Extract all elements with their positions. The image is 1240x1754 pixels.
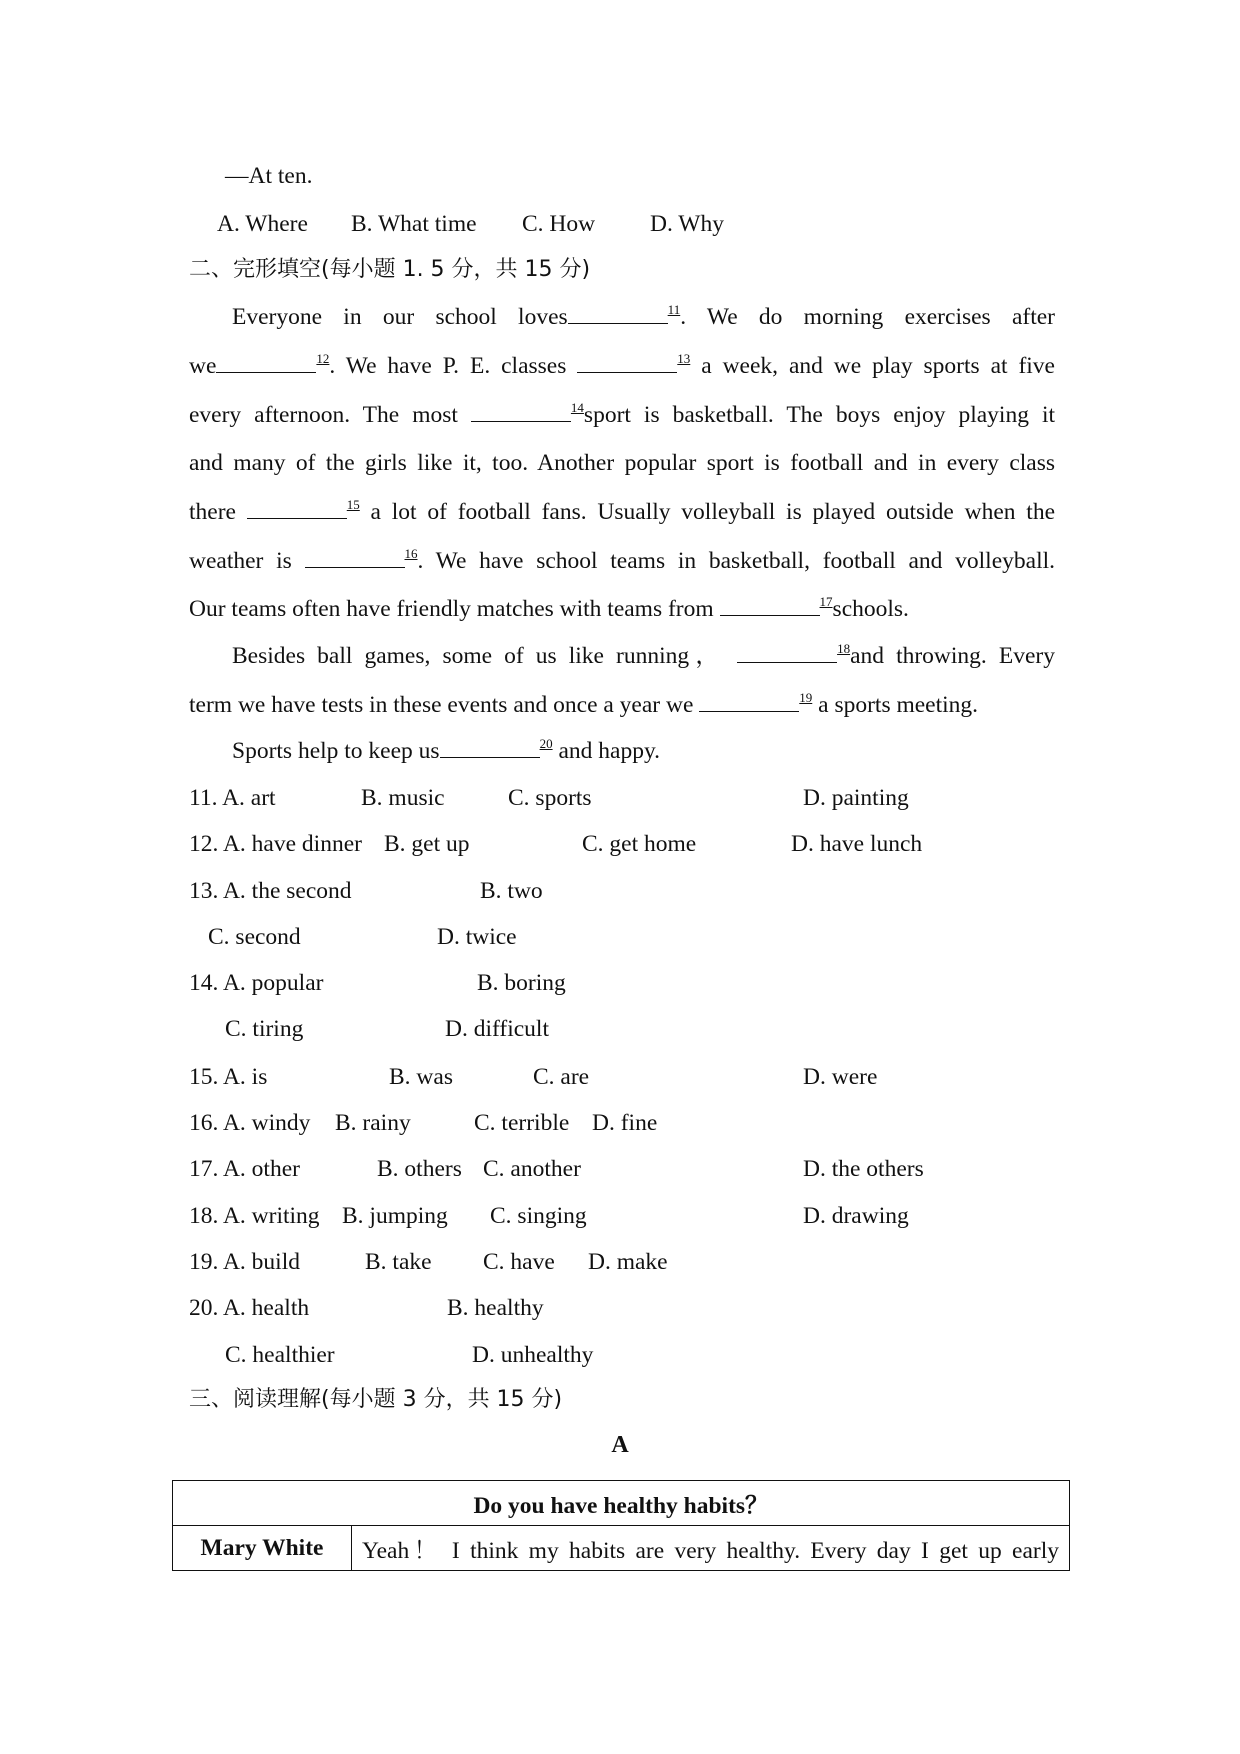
answer-blank[interactable] <box>305 549 405 568</box>
part-label: A <box>611 1432 629 1458</box>
question-20-option-d: D. unhealthy <box>472 1342 594 1368</box>
answer-blank[interactable] <box>699 693 799 712</box>
habits-table <box>172 1480 1070 1571</box>
answer-blank[interactable] <box>737 644 837 663</box>
person-answer: Yeah！ I think my habits are very healthy. Every day I get up early <box>352 1526 1070 1571</box>
table-title: Do you have healthy habits？ <box>173 1481 1070 1526</box>
question-17: 17. A. other <box>189 1156 300 1182</box>
question-17-option-b: B. others <box>377 1156 462 1182</box>
question-13-option-c: C. second <box>208 924 301 950</box>
question-18-option-c: C. singing <box>490 1203 587 1229</box>
question-19-option-c: C. have <box>483 1249 555 1275</box>
passage-line: term we have tests in these events and once a year we $^{19}$ a sports meeting. <box>189 690 979 718</box>
option-c: C. How <box>522 211 596 237</box>
answer-blank[interactable] <box>440 739 540 758</box>
table-title-row <box>173 1481 1070 1526</box>
question-18: 18. A. writing <box>189 1203 320 1229</box>
section-heading-cloze: 二、完形填空(每小题 1. 5 分，共 15 分) <box>189 257 591 282</box>
question-15: 15. A. is <box>189 1064 268 1090</box>
question-13: 13. A. the second <box>189 878 352 904</box>
section-heading-reading: 三、阅读理解(每小题 3 分，共 15 分) <box>189 1387 563 1412</box>
question-20: 20. A. health <box>189 1295 310 1321</box>
passage-line: weather is $^{16}$. We have school teams in basketball, football and volleyball. <box>189 546 1056 574</box>
option-d: D. Why <box>650 211 724 237</box>
question-14-option-b: B. boring <box>477 970 566 996</box>
question-15-option-d: D. were <box>803 1064 878 1090</box>
answer-blank[interactable] <box>568 305 668 324</box>
question-14-option-d: D. difficult <box>445 1016 549 1042</box>
question-16: 16. A. windy <box>189 1110 311 1136</box>
question-11: 11. A. art <box>189 785 276 811</box>
passage-line: we $^{12}$. We have P. E. classes $^{13}$ a week, and we play sports at five <box>189 351 1055 379</box>
passage-line: Besides ball games, some of us like running， $^{18}$and throwing. Every <box>232 641 1055 669</box>
question-13-option-d: D. twice <box>437 924 517 950</box>
person-name: Mary White <box>173 1526 352 1571</box>
question-11-option-c: C. sports <box>508 785 592 811</box>
answer-blank[interactable] <box>216 354 316 373</box>
answer-blank[interactable] <box>577 354 677 373</box>
passage-line: there $^{15}$ a lot of football fans. Usually volleyball is played outside when the <box>189 497 1056 525</box>
passage-line: and many of the girls like it, too. Another popular sport is football and in every class <box>189 450 1055 476</box>
question-16-option-c: C. terrible <box>474 1110 570 1136</box>
question-15-option-b: B. was <box>389 1064 453 1090</box>
passage-line: every afternoon. The most $^{14}$sport is basketball. The boys enjoy playing it <box>189 400 1055 428</box>
passage-line: Sports help to keep us $^{20}$ and happy. <box>232 736 661 764</box>
answer-blank[interactable] <box>720 597 820 616</box>
question-13-option-b: B. two <box>480 878 543 904</box>
question-19-option-b: B. take <box>365 1249 432 1275</box>
question-17-option-c: C. another <box>483 1156 581 1182</box>
question-12-option-c: C. get home <box>582 831 697 857</box>
question-14: 14. A. popular <box>189 970 324 996</box>
question-12: 12. A. have dinner <box>189 831 362 857</box>
question-11-option-b: B. music <box>361 785 445 811</box>
question-12-option-b: B. get up <box>384 831 470 857</box>
question-17-option-d: D. the others <box>803 1156 924 1182</box>
question-20-option-c: C. healthier <box>225 1342 335 1368</box>
option-a: A. Where <box>217 211 308 237</box>
passage-line: Everyone in our school loves $^{11}$. We do morning exercises after <box>232 302 1055 330</box>
answer-line: —At ten. <box>225 163 313 189</box>
table-row <box>173 1526 1070 1571</box>
question-20-option-b: B. healthy <box>447 1295 544 1321</box>
question-16-option-b: B. rainy <box>335 1110 411 1136</box>
question-18-option-b: B. jumping <box>342 1203 448 1229</box>
question-14-option-c: C. tiring <box>225 1016 304 1042</box>
question-19: 19. A. build <box>189 1249 300 1275</box>
passage-line: Our teams often have friendly matches with teams from $^{17}$schools. <box>189 594 909 622</box>
question-19-option-d: D. make <box>588 1249 668 1275</box>
question-18-option-d: D. drawing <box>803 1203 909 1229</box>
option-b: B. What time <box>351 211 477 237</box>
question-12-option-d: D. have lunch <box>791 831 923 857</box>
question-11-option-d: D. painting <box>803 785 909 811</box>
answer-blank[interactable] <box>247 500 347 519</box>
question-15-option-c: C. are <box>533 1064 590 1090</box>
question-16-option-d: D. fine <box>592 1110 658 1136</box>
answer-blank[interactable] <box>471 403 571 422</box>
